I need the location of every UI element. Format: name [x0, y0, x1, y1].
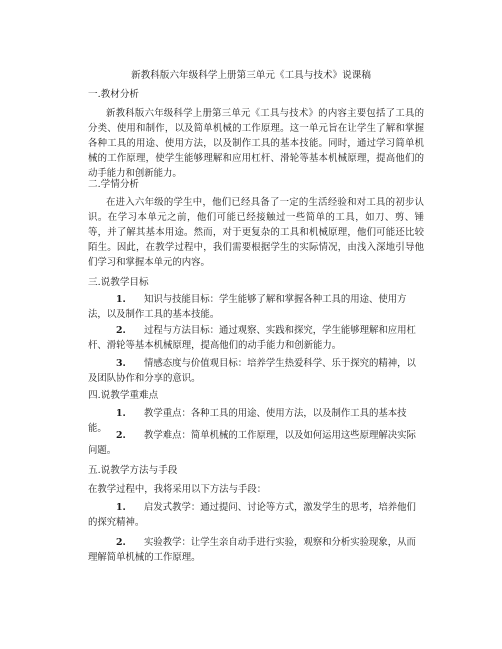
list-item-text: 教学难点：简单机械的工作原理，以及如何运用这些原理解决实际问题。 [88, 430, 416, 456]
list-item-text: 实验教学：让学生亲自动手进行实验，观察和分析实验现象，从而理解简单机械的工作原理。 [88, 537, 416, 563]
list-item-number: 1. [116, 294, 126, 305]
list-item-number: 1. [116, 408, 126, 419]
list-item-number: 1. [116, 502, 126, 513]
list-item [88, 292, 424, 322]
list-item [88, 500, 424, 530]
paragraph-student-analysis: 在进入六年级的学生中，他们已经具备了一定的生活经验和对工具的初步认识。在学习本单元之前，他们可能已经接触过一些简单的工具，如刀、剪、锤等，并了解其基本用途。然而，对于更复杂的工具和机械原理，他们可能还比较陌生。因此，在教学过程中，我们需要根据学生的实际情况，由浅入深地引导他们学习和掌握本单元的内容。 [88, 197, 424, 268]
list-item-text: 教学重点：各种工具的用途、使用方法，以及制作工具的基本技能。 [88, 408, 407, 434]
list-item [88, 535, 424, 565]
list-item-number: 3. [116, 358, 126, 369]
document-title: 新教科版六年级科学上册第三单元《工具与技术》说课稿 [131, 70, 371, 81]
section-heading-textbook-analysis: 一.教材分析 [88, 89, 140, 100]
list-item [88, 356, 424, 386]
list-item-text: 过程与方法目标：通过观察、实践和探究，学生能够理解和应用杠杆、滑轮等基本机械原理，提高他们的动手能力和创新能力。 [88, 325, 416, 351]
paragraph-teaching-methods: 在教学过程中，我将采用以下方法与手段： [88, 484, 267, 495]
list-item-number: 2. [116, 325, 126, 336]
list-item [88, 323, 424, 353]
section-heading-teaching-methods: 五.说教学方法与手段 [88, 465, 178, 476]
list-item [88, 428, 424, 458]
section-heading-key-points: 四.说教学重难点 [88, 390, 159, 401]
section-heading-teaching-objectives: 三.说教学目标 [88, 277, 149, 288]
list-item-number: 2. [116, 537, 126, 548]
list-item-text: 启发式教学：通过提问、讨论等方式，激发学生的思考，培养他们的探究精神。 [88, 502, 416, 528]
section-heading-student-analysis: 二.学情分析 [88, 179, 140, 190]
paragraph-textbook-analysis: 新教科版六年级科学上册第三单元《工具与技术》的内容主要包括了工具的分类、使用和制作，以及简单机械的工作原理。这一单元旨在让学生了解和掌握各种工具的用途、使用方法，以及制作工具的基本技能。同时，通过学习简单机械的工作原理，使学生能够理解和应用杠杆、滑轮等基本机械原理，提高他们的动手能力和创新能力。 [88, 108, 424, 179]
list-item-text: 情感态度与价值观目标：培养学生热爱科学、乐于探究的精神，以及团队协作和分享的意识。 [88, 358, 416, 384]
list-item-number: 2. [116, 430, 126, 441]
list-item-text: 知识与技能目标：学生能够了解和掌握各种工具的用途、使用方法，以及制作工具的基本技能。 [88, 294, 407, 320]
